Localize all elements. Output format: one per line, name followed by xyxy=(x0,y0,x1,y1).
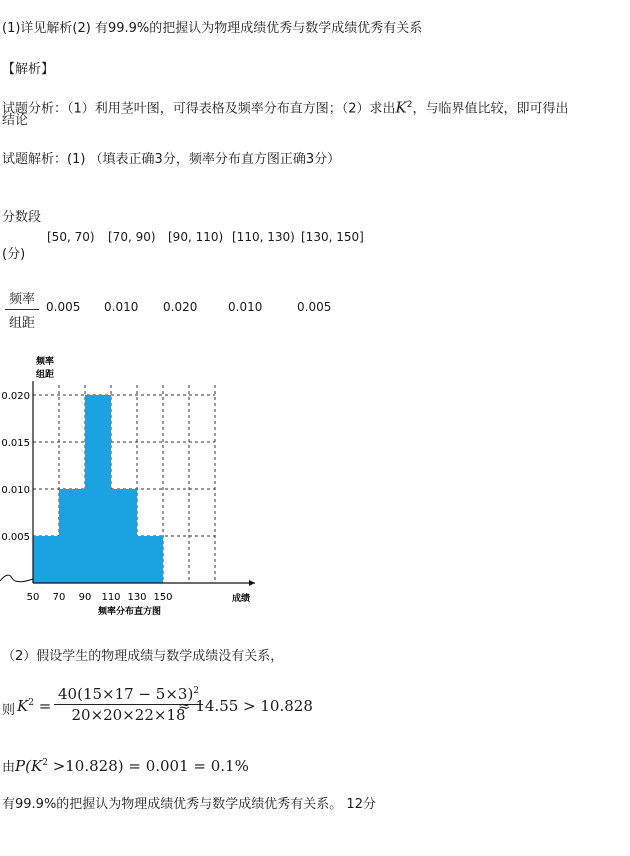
table-row1-label-bottom: (分) xyxy=(2,247,26,262)
freq-cell: 0.005 xyxy=(46,300,81,314)
table-row1-label-top: 分数段 xyxy=(2,210,42,225)
section-title: 【解析】 xyxy=(2,62,55,77)
histogram-bar xyxy=(33,536,59,583)
chart-ylabel-top: 频率 xyxy=(36,357,55,367)
analysis-line-1: 试题分析：（1）利用茎叶图，可得表格及频率分布直方图；（2）求出$K^2$，与临界值比较，即可得出 xyxy=(2,98,569,117)
analysis-line-2: 结论 xyxy=(2,113,29,128)
interval-cell: [90, 110) xyxy=(168,230,224,244)
interval-cell: [130, 150] xyxy=(301,230,364,244)
table-row2-label: 频率 组距 xyxy=(5,288,39,331)
y-tick-label: 0.005 xyxy=(1,532,30,543)
probability-line: 由$P(K^2 >10.828) = 0.001 = 0.1\%$ xyxy=(2,757,249,775)
part2-intro: （2）假设学生的物理成绩与数学成绩没有关系， xyxy=(2,649,284,664)
x-tick-label: 90 xyxy=(78,592,92,603)
y-tick-label: 0.015 xyxy=(1,438,30,449)
chi-square-formula: 则 $K^2$ = $40(15\times 17 - 5\times 3)^2$ 20×20×22×18 ≈ 14.55 > 10.828 xyxy=(2,685,313,724)
x-tick-label: 150 xyxy=(153,592,173,603)
freq-cell: 0.010 xyxy=(228,300,263,314)
table-intervals-row xyxy=(0,230,630,246)
conclusion: 有99.9%的把握认为物理成绩优秀与数学成绩优秀有关系。 12分 xyxy=(2,797,376,812)
freq-cell: 0.020 xyxy=(163,300,198,314)
interval-cell: [110, 130) xyxy=(232,230,295,244)
freq-cell: 0.005 xyxy=(297,300,332,314)
chart-caption: 频率分布直方图 xyxy=(98,607,162,617)
x-tick-label: 50 xyxy=(26,592,40,603)
histogram-bar xyxy=(137,536,163,583)
interval-cell: [50, 70) xyxy=(47,230,95,244)
x-tick-label: 130 xyxy=(127,592,147,603)
axis-break-mark xyxy=(0,575,33,582)
histogram-bar xyxy=(111,489,137,583)
chart-ylabel-bottom: 组距 xyxy=(36,370,55,380)
answer-header: (1)详见解析(2) 有99.9%的把握认为物理成绩优秀与数学成绩优秀有关系 xyxy=(2,21,423,36)
frequency-histogram xyxy=(0,348,270,620)
formula-fraction: $40(15\times 17 - 5\times 3)^2$ 20×20×22×18 xyxy=(54,685,203,724)
histogram-bar xyxy=(59,489,85,583)
y-tick-label: 0.010 xyxy=(1,485,30,496)
interval-cell: [70, 90) xyxy=(108,230,156,244)
x-tick-label: 110 xyxy=(101,592,121,603)
solution-intro: 试题解析：(1) （填表正确3分，频率分布直方图正确3分） xyxy=(2,152,341,167)
freq-cell: 0.010 xyxy=(104,300,139,314)
histogram-bar xyxy=(85,395,111,583)
y-tick-label: 0.020 xyxy=(1,391,30,402)
chart-xlabel: 成绩 xyxy=(232,594,251,604)
x-tick-label: 70 xyxy=(52,592,66,603)
x-axis-arrow xyxy=(249,580,255,586)
